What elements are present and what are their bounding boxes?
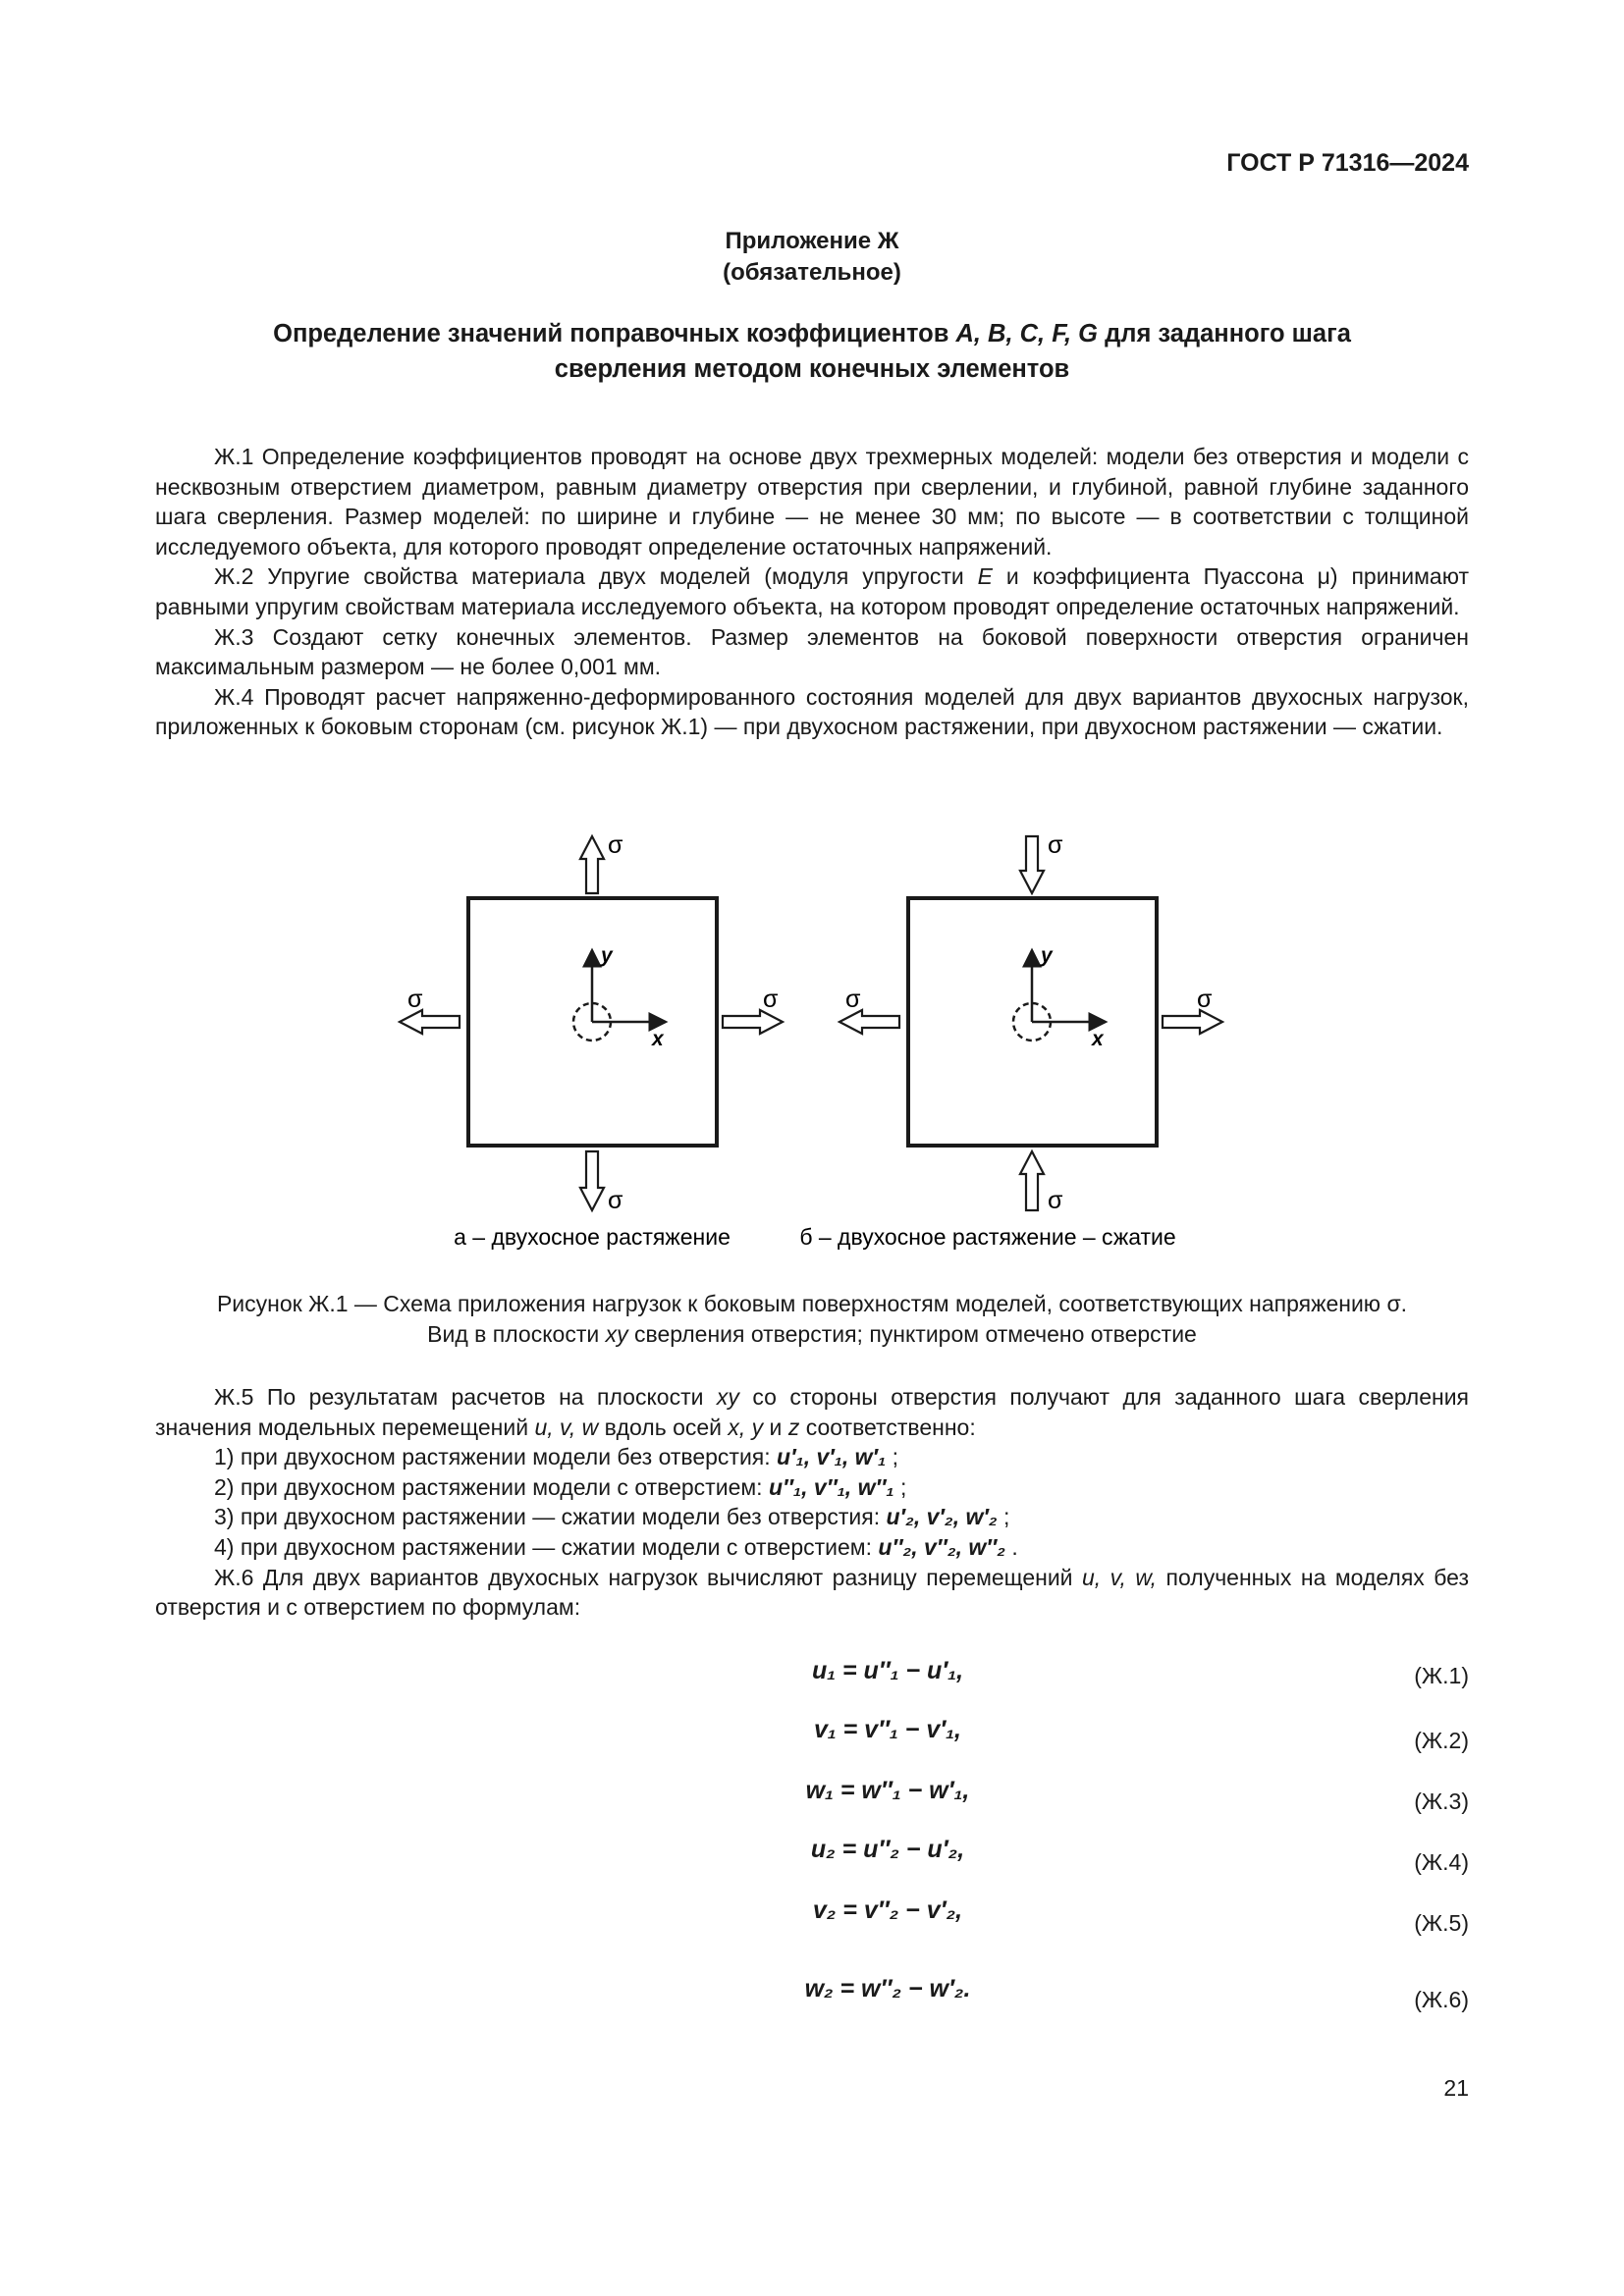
intro-paragraphs [155, 442, 1469, 742]
list-item-end: . [1005, 1533, 1018, 1560]
list-item-vars: u′₁, v′₁, w′₁ [777, 1444, 887, 1470]
p6-text-end: полученных на моделях без отверстия и с отверстием по формулам: [155, 1564, 1469, 1621]
p5-displacements: u, v, w [534, 1414, 599, 1440]
list-item [155, 1502, 1469, 1532]
formula-zh4: u₂ = u″₂ − u′₂, [810, 1836, 965, 1863]
arrow-top-b [1020, 836, 1044, 893]
formula-number: (Ж.5) [1414, 1910, 1469, 1936]
arrow-top-a [580, 836, 604, 893]
sigma-right-a: σ [763, 986, 779, 1013]
y-label-b: y [1041, 944, 1053, 967]
panel-a [400, 831, 783, 1214]
panel-a-label: а – двухосное растяжение [454, 1224, 731, 1250]
y-label-a: y [601, 944, 613, 967]
paragraph-zh6 [155, 1563, 1469, 1623]
p5-text-3: вдоль осей [598, 1414, 729, 1440]
appendix-status: (обязательное) [723, 259, 901, 286]
p5-text: Ж.5 По результатам расчетов на плоскости [214, 1384, 717, 1410]
x-label-b: x [1092, 1028, 1104, 1050]
results-section [155, 1382, 1469, 1623]
p5-axis-z: z [787, 1414, 800, 1440]
panel-b [839, 831, 1222, 1214]
arrow-right-a [723, 1010, 783, 1034]
p6-text: Ж.6 Для двух вариантов двухосных нагрузок вычисляют разницу перемещений [214, 1564, 1083, 1590]
arrow-right-b [1163, 1010, 1222, 1034]
paragraph-zh5 [155, 1382, 1469, 1442]
sigma-top-b: σ [1048, 831, 1063, 859]
appendix-title: Приложение Ж [725, 228, 899, 254]
caption-plane: xy [605, 1321, 628, 1347]
formula-number: (Ж.3) [1414, 1789, 1469, 1814]
formula-number: (Ж.4) [1414, 1849, 1469, 1875]
caption-line2 [155, 1319, 1469, 1350]
main-title [155, 316, 1469, 387]
p2-var-e: E [977, 563, 994, 590]
list-item [155, 1532, 1469, 1563]
main-title-line1 [155, 316, 1469, 351]
list-item-text: 2) при двухосном растяжении модели с отверстием: [214, 1473, 769, 1500]
x-label-a: x [652, 1028, 664, 1050]
caption-line1: Рисунок Ж.1 — Схема приложения нагрузок к боковым поверхностям моделей, соответствующих напряжению σ. [216, 1291, 1408, 1316]
p5-text-2: со стороны отверстия получают для заданного шага сверления значения модельных перемещений [155, 1384, 1469, 1440]
p2-text-end: и коэффициента Пуассона μ) принимают равными упругим свойствам материала исследуемого объекта, на котором проводят определение остаточных напряжений. [155, 563, 1469, 619]
p5-text-4: и [763, 1414, 788, 1440]
sigma-right-b: σ [1197, 986, 1213, 1013]
title-text-end: для заданного шага [1097, 320, 1351, 347]
page-number: 21 [1443, 2075, 1469, 2101]
p6-displacements: u, v, w, [1082, 1564, 1158, 1590]
sigma-left-b: σ [845, 986, 861, 1013]
list-item [155, 1472, 1469, 1503]
sigma-bottom-a: σ [608, 1187, 623, 1214]
document-id: ГОСТ Р 71316—2024 [1226, 149, 1469, 177]
list-item-vars: u″₁, v″₁, w″₁ [768, 1473, 894, 1500]
list-item-end: ; [893, 1473, 907, 1500]
arrow-bottom-a [580, 1151, 604, 1210]
p5-plane: xy [716, 1384, 739, 1410]
main-title-line2: сверления методом конечных элементов [554, 355, 1070, 383]
formula-zh6: w₂ = w″₂ − w′₂. [804, 1975, 971, 2002]
list-item-vars: u′₂, v′₂, w′₂ [886, 1504, 998, 1530]
sigma-top-a: σ [608, 831, 623, 859]
p5-axes: x, y [728, 1414, 764, 1440]
title-coefficients: A, B, C, F, G [955, 320, 1098, 347]
panel-b-label: б – двухосное растяжение – сжатие [799, 1224, 1176, 1250]
sigma-left-a: σ [407, 986, 423, 1013]
formula-zh2: v₁ = v″₁ − v′₁, [813, 1716, 961, 1743]
list-item-text: 3) при двухосном растяжении — сжатии модели без отверстия: [214, 1504, 887, 1530]
caption-text: Вид в плоскости [427, 1321, 606, 1347]
p2-text: Ж.2 Упругие свойства материала двух моделей (модуля упругости [214, 563, 978, 590]
list-item-text: 1) при двухосном растяжении модели без отверстия: [214, 1444, 778, 1470]
figure-load-scheme [383, 825, 1247, 1261]
figure-caption [155, 1289, 1469, 1350]
paragraph-zh3: Ж.3 Создают сетку конечных элементов. Размер элементов на боковой поверхности отверстия ограничен максимальным размером — не более 0,001 мм. [155, 623, 1469, 680]
title-text: Определение значений поправочных коэффициентов [273, 320, 956, 347]
formula-zh1: u₁ = u″₁ − u′₁, [811, 1657, 964, 1684]
list-item-end: ; [886, 1444, 898, 1470]
caption-text-end: сверления отверстия; пунктиром отмечено отверстие [627, 1321, 1197, 1347]
paragraph-zh4: Ж.4 Проводят расчет напряженно-деформированного состояния моделей для двух вариантов двухосных нагрузок, приложенных к боковым сторонам (см. рисунок Ж.1) — при двухосном растяжении, при двухосном растяжении — сжатии. [155, 683, 1469, 740]
p5-text-end: соответственно: [799, 1414, 976, 1440]
formula-number: (Ж.2) [1414, 1728, 1469, 1753]
appendix-heading [155, 226, 1469, 289]
arrow-left-a [400, 1010, 460, 1034]
arrow-left-b [839, 1010, 899, 1034]
formula-number: (Ж.6) [1414, 1987, 1469, 2012]
formula-zh3: w₁ = w″₁ − w′₁, [805, 1777, 970, 1804]
arrow-bottom-b [1020, 1151, 1044, 1210]
paragraph-zh2 [155, 561, 1469, 621]
formula-zh5: v₂ = v″₂ − v′₂, [812, 1896, 963, 1924]
list-item-end: ; [997, 1504, 1010, 1530]
list-item-vars: u″₂, v″₂, w″₂ [878, 1533, 1006, 1560]
list-item-text: 4) при двухосном растяжении — сжатии модели с отверстием: [214, 1533, 879, 1560]
paragraph-zh1: Ж.1 Определение коэффициентов проводят на основе двух трехмерных моделей: модели без отверстия и модели с несквозным отверстием диаметром, равным диаметру отверстия при сверлении, и глубиной, равной глубине заданного шага сверления. Размер моделей: по ширине и глубине — не менее 30 мм; по высоте — в соответствии с толщиной исследуемого объекта, для которого проводят определение остаточных напряжений. [155, 444, 1469, 560]
formula-number: (Ж.1) [1414, 1663, 1469, 1688]
list-item [155, 1442, 1469, 1472]
sigma-bottom-b: σ [1048, 1187, 1063, 1214]
